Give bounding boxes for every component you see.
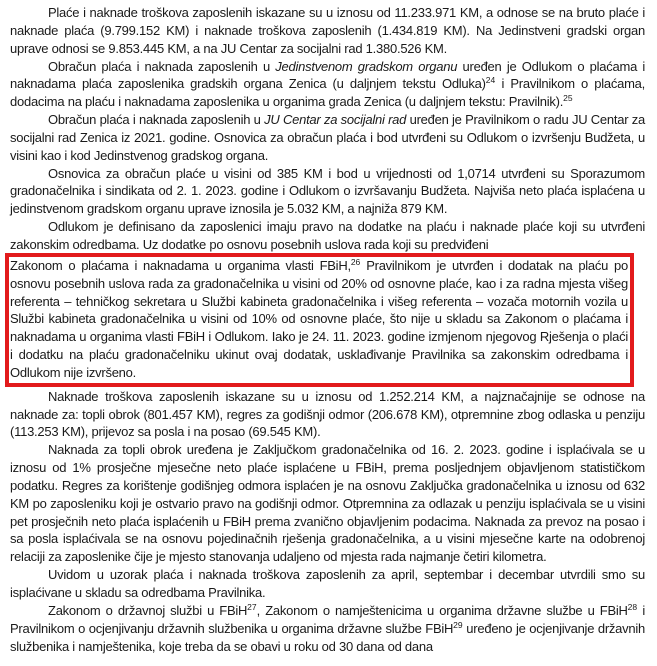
text-run: Zakonom o plaćama i naknadama u organima vlasti FBiH,: [10, 257, 351, 273]
text-run: i Pravilnikom o ocjenjivanju državnih službenika u organima državne službe FBiH: [10, 602, 645, 636]
footnote-ref-25: 25: [563, 93, 573, 104]
text-run: Pravilnikom je utvrđen i dodatak na plaću po osnovu posebnih uslova rada za gradonačelnika u visini od 20% od osnovne plaće, kao i za radna mjesta višeg referenta – tehničkog sekretara u Službi kabineta gradonačelnika i višeg referenta – vozača motornih vozila u Službi kabineta gradonačelnika u visini od 10% od osnovne plaće, što nije u skladu sa Zakonom o plaćama i naknadama u organima vlasti FBiH i Odlukom. Iako je 24. 11. 2023. godine izmjenom njegovog Rješenja o plaći i dodatku na plaću gradonačelniku ukinut ovaj dodatak, usklađivanje Pravilnika sa zakonskim odredbama i Odlukom nije izvršeno.: [10, 257, 628, 380]
paragraph-calculation-jucentar: [10, 111, 645, 165]
text-run-italic: Jedinstvenom gradskom organu: [275, 58, 458, 74]
highlighted-finding-box: [5, 253, 634, 387]
paragraph-allowances-intro: Odlukom je definisano da zaposlenici imaju pravo na dodatke na plaću i naknade plaće koji su utvrđeni zakonskim odredbama. Uz dodatke po osnovu posebnih uslova rada koji su predviđeni: [10, 219, 645, 252]
paragraph-calculation-jgo: [10, 58, 645, 112]
text-run: uređen je Pravilnikom o radu JU Centar za socijalni rad Zenica iz 2021. godine. Osnovica za obračun plaća i bod utvrđeni su Odlukom o izvršenju Budžeta, u visini kao i kod Jedinstvenog gradskog organa.: [10, 112, 646, 163]
paragraph-salaries-total: Plaće i naknade troškova zaposlenih iskazane su u iznosu od 11.233.971 KM, a odnose se na bruto plaće i naknade plaća (9.799.152 KM) i naknade troškova zaposlenih (1.434.819 KM). Na Jedinstveni gradski organ uprave odnosi se 9.853.445 KM, a na JU Centar za socijalni rad 1.380.526 KM.: [10, 5, 645, 56]
paragraph-base-amount: Osnovica za obračun plaće u visini od 385 KM i bod u vrijednosti od 1,0714 utvrđeni su Sporazumom gradonačelnika i sindikata od 2. 1. 2023. godine i Odlukom o izvršavanju Budžeta. Najviša neto plaća isplaćena u jedinstvenom gradskom organu uprave iznosila je 5.032 KM, a najniža 879 KM.: [10, 165, 645, 217]
footnote-ref-29: 29: [453, 619, 463, 630]
text-run: Obračun plaća i naknada zaposlenih u: [48, 58, 276, 74]
paragraph-compensation-breakdown: Naknade troškova zaposlenih iskazane su u iznosu od 1.252.214 KM, a najznačajnije se odnose na naknade za: topli obrok (801.457 KM), regres za godišnji odmor (206.678 KM), otpremnine zbog odlaska u penziju (113.253 KM), prijevoz sa posla i na posao (69.545 KM).: [10, 388, 645, 440]
paragraph-meal-allowance: Naknada za topli obrok uređena je Zaključkom gradonačelnika od 16. 2. 2023. godine i isplaćivala se u iznosu od 1% prosječne mjesečne neto plaće isplaćene u FBiH, prema posljednjem objavljenom statističkom podatku. Regres za korištenje godišnjeg odmora isplaćen je na osnovu Zaključka gradonačelnika u iznosu od 632 KM po zaposleniku koji je ostvario pravo na godišnji odmor. Otpremnina za odlazak u penziju isplaćivala se u visini pet prosječnih neto plaća isplaćenih u FBiH prema zvanično objavljenim podacima. Naknada za prevoz na posao i sa posla isplaćivala se na osnovu pojedinačnih rješenja gradonačelnika, a u visini mjesečne karte na odobrenoj relaciji za zaposlenike čije je mjesto stanovanja udaljeno od mjesta rada najmanje četiri kilometra.: [10, 442, 645, 565]
text-run-italic: JU Centar za socijalni rad: [264, 112, 407, 128]
text-run: Zakonom o državnoj službi u FBiH: [48, 602, 248, 618]
footnote-ref-24: 24: [485, 75, 496, 86]
text-run: , Zakonom o namještenicima u organima državne službe u FBiH: [256, 602, 628, 618]
text-run: uređen je Odlukom o plaćama i naknadama plaća zaposlenika gradskih organa Zenica (u daljnjem tekstu Odluka): [10, 58, 646, 92]
text-run: i Pravilnikom o plaćama, dodacima na plaću i naknadama zaposlenika u organima grada Zenica (u daljnjem tekstu: Pravilnik).: [10, 76, 645, 110]
text-run: uređeno je ocjenjivanje državnih službenika i namještenika, koje treba da se obavi u roku od 30 dana od dana: [10, 620, 645, 654]
paragraph-civil-service: [10, 602, 645, 656]
paragraph-finding: [10, 257, 628, 382]
text-run: Obračun plaća i naknada zaposlenih u: [48, 112, 265, 128]
paragraph-sample-review: Uvidom u uzorak plaća i naknada troškova zaposlenih za april, septembar i decembar utvrdili smo su isplaćivane u skladu sa odredbama Pravilnika.: [10, 567, 645, 600]
footnote-ref-26: 26: [350, 256, 361, 267]
footnote-ref-27: 27: [247, 601, 257, 612]
footnote-ref-28: 28: [627, 601, 638, 612]
